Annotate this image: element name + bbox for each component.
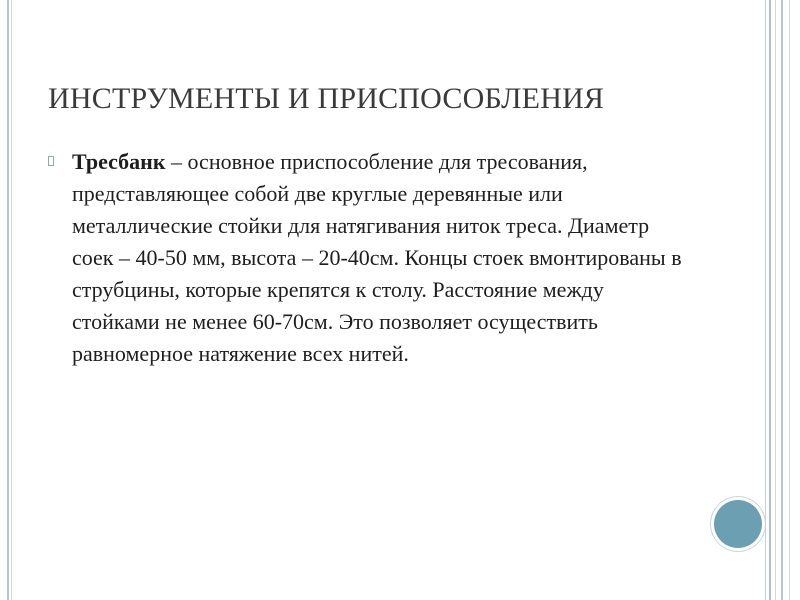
right-border-line bbox=[765, 0, 766, 600]
bullet-term: Тресбанк bbox=[72, 149, 166, 174]
right-border-line bbox=[775, 0, 776, 600]
decorative-circle bbox=[714, 500, 762, 548]
bullet-description: – основное приспособление для тресования, представляющее собой две круглые деревянные или металлические стойки для натягивания ниток треса. Диаметр соек – 40-50 мм, высота – 20-40см. Концы стоек вмонтированы в струбцины, которые крепятся к столу. Расстояние между стойками не менее 60-70см. Это позволяет осуществить равномерное натяжение всех нитей. bbox=[72, 149, 682, 366]
right-border-line bbox=[781, 0, 783, 600]
right-border-line bbox=[789, 0, 790, 600]
bullet-square-icon bbox=[48, 156, 54, 166]
slide-title: ИНСТРУМЕНТЫ И ПРИСПОСОБЛЕНИЯ bbox=[48, 82, 605, 115]
left-border-line bbox=[11, 0, 12, 600]
right-border-line bbox=[769, 0, 771, 600]
left-border-line bbox=[7, 0, 9, 600]
bullet-text bbox=[72, 146, 692, 370]
